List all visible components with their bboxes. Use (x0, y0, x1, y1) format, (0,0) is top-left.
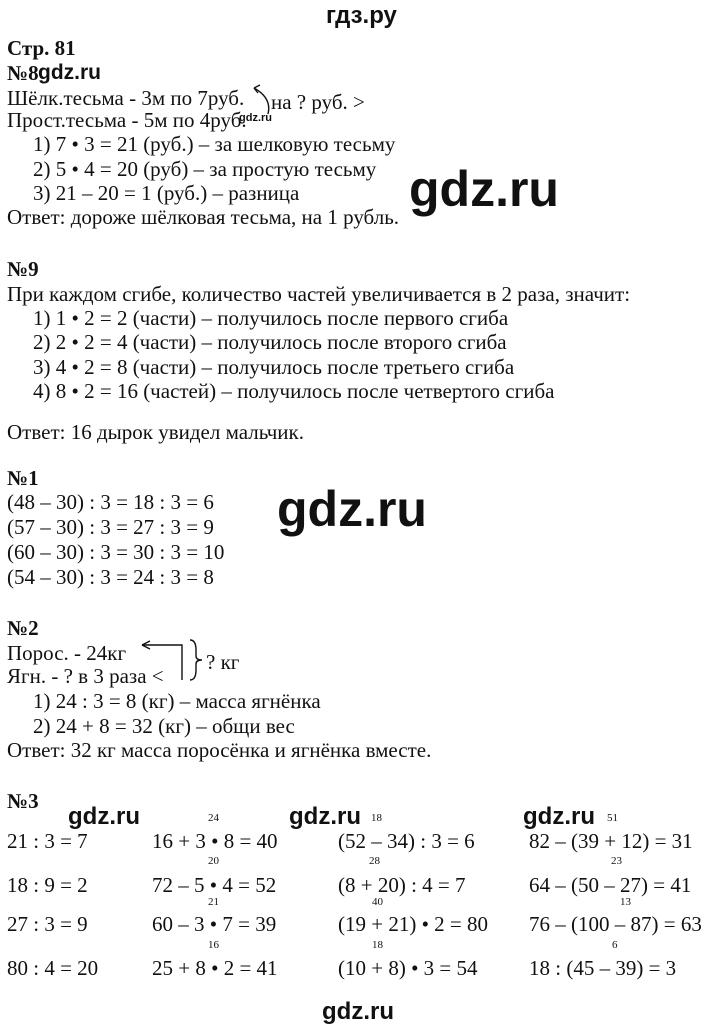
footer-watermark: gdz.ru (322, 998, 394, 1025)
task1-line-4: (54 – 30) : 3 = 24 : 3 = 8 (7, 565, 214, 589)
task8-given-2: Прост.тесьма - 5м по 4руб. (7, 108, 247, 132)
task9-answer: Ответ: 16 дырок увидел мальчик. (7, 420, 304, 444)
task3-col4-sup3: 13 (620, 896, 631, 908)
task3-col2-sup4: 16 (208, 939, 219, 951)
task3-col3-row2: (8 + 20) : 4 = 7 (338, 873, 466, 897)
task3-col2-row2: 72 – 5 • 4 = 52 (152, 873, 277, 897)
task3-col2-row1: 16 + 3 • 8 = 40 (152, 829, 278, 853)
task3-col3-sup1: 18 (371, 812, 382, 824)
task9-step-1: 1) 1 • 2 = 2 (части) – получилось после первого сгиба (33, 306, 509, 330)
task3-col3-row3: (19 + 21) • 2 = 80 (338, 912, 489, 936)
task3-col3-row4: (10 + 8) • 3 = 54 (338, 956, 478, 980)
task8-step-2: 2) 5 • 4 = 20 (руб) – за простую тесьму (33, 157, 377, 181)
task8-step-1: 1) 7 • 3 = 21 (руб.) – за шелковую тесьму (33, 132, 396, 156)
task1-line-1: (48 – 30) : 3 = 18 : 3 = 6 (7, 490, 214, 514)
task9-step-2: 2) 2 • 2 = 4 (части) – получилось после второго сгиба (33, 330, 507, 354)
task3-col3-row1: (52 – 34) : 3 = 6 (338, 829, 475, 853)
task8-given-1: Шёлк.тесьма - 3м по 7руб. (7, 86, 245, 110)
task9-step-4: 4) 8 • 2 = 16 (частей) – получилось после четвертого сгиба (33, 379, 555, 403)
task9-intro: При каждом сгибе, количество частей увеличивается в 2 раза, значит: (7, 282, 631, 306)
task3-col2-sup1: 24 (208, 812, 219, 824)
task3-col2-sup3: 21 (208, 896, 219, 908)
task3-col2-sup2: 20 (208, 855, 219, 867)
task8-step-3: 3) 21 – 20 = 1 (руб.) – разница (33, 181, 300, 205)
task3-watermark-3: gdz.ru (523, 803, 595, 830)
task3-col3-sup4: 18 (372, 939, 383, 951)
task3-col3-sup2: 28 (369, 855, 380, 867)
task3-col4-row2: 64 – (50 – 27) = 41 (529, 873, 692, 897)
task3-col4-row1: 82 – (39 + 12) = 31 (529, 829, 693, 853)
task3-watermark-2: gdz.ru (289, 803, 361, 830)
page-label: Стр. 81 (7, 36, 76, 60)
task3-col4-sup4: 6 (612, 939, 618, 951)
task8-answer: Ответ: дороже шёлковая тесьма, на 1 рубль. (7, 205, 400, 229)
big-watermark-1: gdz.ru (409, 161, 559, 217)
task8-watermark-small: gdz.ru (38, 61, 101, 84)
task8-watermark-tiny: gdz.ru (239, 112, 272, 124)
task9-step-3: 3) 4 • 2 = 8 (части) – получилось после третьего сгиба (33, 355, 515, 379)
task3-col1-row4: 80 : 4 = 20 (7, 956, 99, 980)
task8-title: №8 (7, 61, 39, 85)
task3-col2-row3: 60 – 3 • 7 = 39 (152, 912, 277, 936)
task1-title: №1 (7, 466, 39, 490)
task8-question: на ? руб. > (271, 90, 365, 114)
task2-step-1: 1) 24 : 3 = 8 (кг) – масса ягнёнка (33, 689, 321, 713)
task3-col4-row3: 76 – (100 – 87) = 63 (529, 912, 702, 936)
header-watermark: гдз.ру (326, 2, 397, 29)
task1-line-2: (57 – 30) : 3 = 27 : 3 = 9 (7, 515, 214, 539)
task3-col4-sup2: 23 (611, 855, 622, 867)
task9-title: №9 (7, 257, 39, 281)
task3-col2-row4: 25 + 8 • 2 = 41 (152, 956, 278, 980)
task3-col1-row3: 27 : 3 = 9 (7, 912, 88, 936)
task2-step-2: 2) 24 + 8 = 32 (кг) – общи вес (33, 714, 295, 738)
task3-watermark-1: gdz.ru (68, 803, 140, 830)
task2-given-1: Порос. - 24кг (7, 641, 127, 665)
task2-title: №2 (7, 616, 39, 640)
task3-col3-sup3: 40 (372, 896, 383, 908)
task2-given-2: Ягн. - ? в 3 раза < (7, 664, 164, 688)
task2-question: ? кг (206, 650, 240, 674)
task3-title: №3 (7, 789, 39, 813)
task2-answer: Ответ: 32 кг масса поросёнка и ягнёнка вместе. (7, 738, 432, 762)
task3-col4-sup1: 51 (607, 812, 618, 824)
task1-line-3: (60 – 30) : 3 = 30 : 3 = 10 (7, 540, 225, 564)
task3-col4-row4: 18 : (45 – 39) = 3 (529, 956, 677, 980)
task3-col1-row1: 21 : 3 = 7 (7, 829, 88, 853)
big-watermark-2: gdz.ru (277, 481, 427, 537)
task3-col1-row2: 18 : 9 = 2 (7, 873, 88, 897)
